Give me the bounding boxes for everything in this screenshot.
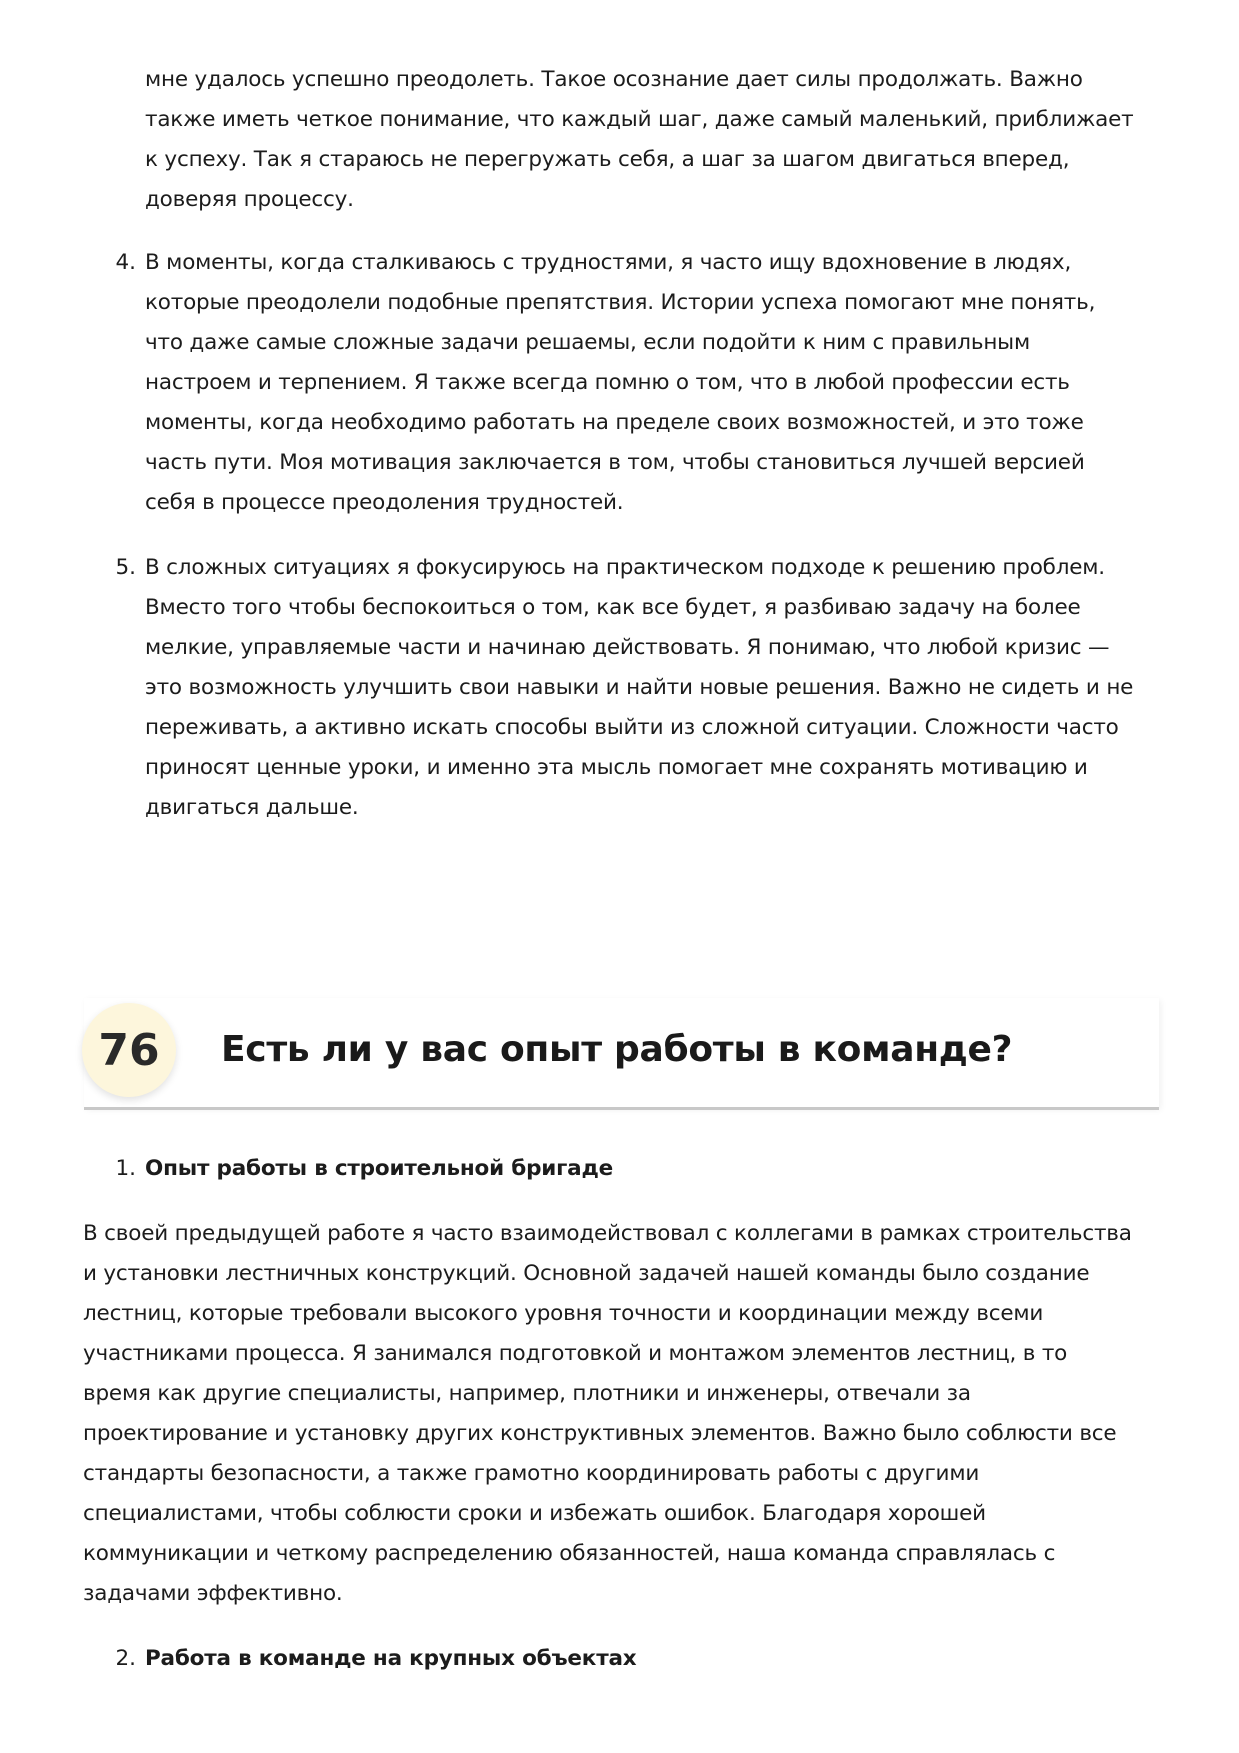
text-line: к успеху. Так я стараюсь не перегружать себя, а шаг за шагом двигаться вперед, <box>145 147 1070 172</box>
text-line: участниками процесса. Я занимался подготовкой и монтажом элементов лестниц, в то <box>83 1341 1068 1366</box>
text-line: мелкие, управляемые части и начинаю действовать. Я понимаю, что любой кризис — <box>145 635 1110 660</box>
text-line: В моменты, когда сталкиваюсь с трудностями, я часто ищу вдохновение в людях, <box>145 250 1072 275</box>
answer-heading: Работа в команде на крупных объектах <box>145 1646 637 1671</box>
text-line: стандарты безопасности, а также грамотно координировать работы с другими <box>83 1461 980 1486</box>
text-line: специалистами, чтобы соблюсти сроки и избежать ошибок. Благодаря хорошей <box>83 1501 986 1526</box>
list-number: 1. <box>115 1156 136 1181</box>
question-number-badge: 76 <box>82 1003 176 1097</box>
text-line: В сложных ситуациях я фокусируюсь на практическом подходе к решению проблем. <box>145 555 1105 580</box>
text-line: и установки лестничных конструкций. Основной задачей нашей команды было создание <box>83 1261 1090 1286</box>
text-line: которые преодолели подобные препятствия. Истории успеха помогают мне понять, <box>145 290 1096 315</box>
question-divider <box>84 1107 1159 1110</box>
text-line: также иметь четкое понимание, что каждый шаг, даже самый маленький, приближает <box>145 107 1134 132</box>
text-line: задачами эффективно. <box>83 1581 343 1606</box>
text-line: мне удалось успешно преодолеть. Такое осознание дает силы продолжать. Важно <box>145 67 1083 92</box>
text-line: настроем и терпением. Я также всегда помню о том, что в любой профессии есть <box>145 370 1070 395</box>
text-line: лестниц, которые требовали высокого уровня точности и координации между всеми <box>83 1301 1044 1326</box>
text-line: время как другие специалисты, например, плотники и инженеры, отвечали за <box>83 1381 971 1406</box>
text-line: доверяя процессу. <box>145 187 354 212</box>
text-line: Вместо того чтобы беспокоиться о том, как все будет, я разбиваю задачу на более <box>145 595 1081 620</box>
text-line: переживать, а активно искать способы выйти из сложной ситуации. Сложности часто <box>145 715 1119 740</box>
list-number: 4. <box>115 250 136 275</box>
list-number: 5. <box>115 555 136 580</box>
text-line: коммуникации и четкому распределению обязанностей, наша команда справлялась с <box>83 1541 1056 1566</box>
text-line: двигаться дальше. <box>145 795 359 820</box>
text-line: это возможность улучшить свои навыки и найти новые решения. Важно не сидеть и не <box>145 675 1134 700</box>
question-title: Есть ли у вас опыт работы в команде? <box>221 1029 1013 1070</box>
text-line: В своей предыдущей работе я часто взаимодействовал с коллегами в рамках строительства <box>83 1221 1132 1246</box>
text-line: часть пути. Моя мотивация заключается в том, чтобы становиться лучшей версией <box>145 450 1085 475</box>
text-line: проектирование и установку других конструктивных элементов. Важно было соблюсти все <box>83 1421 1117 1446</box>
text-line: что даже самые сложные задачи решаемы, если подойти к ним с правильным <box>145 330 1030 355</box>
text-line: себя в процессе преодоления трудностей. <box>145 490 624 515</box>
answer-heading: Опыт работы в строительной бригаде <box>145 1156 614 1181</box>
text-line: моменты, когда необходимо работать на пределе своих возможностей, и это тоже <box>145 410 1084 435</box>
text-line: приносят ценные уроки, и именно эта мысль помогает мне сохранять мотивацию и <box>145 755 1088 780</box>
list-number: 2. <box>115 1646 136 1671</box>
